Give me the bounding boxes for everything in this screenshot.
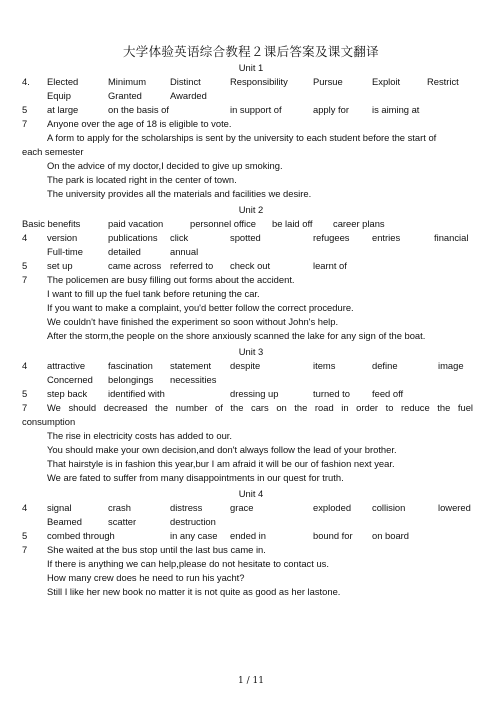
- item-number: 7: [22, 274, 28, 285]
- answer-word: refugees: [313, 232, 350, 243]
- answer-word: despite: [230, 360, 261, 371]
- sentence-text: How many crew does he need to run his yacht?: [47, 572, 245, 583]
- answer-row: [0, 103, 502, 117]
- answer-word: bound for: [313, 530, 353, 541]
- answer-word: learnt of: [313, 260, 347, 271]
- item-number: 4: [22, 502, 28, 513]
- answer-word: Beamed: [47, 516, 82, 527]
- answer-word: identified with: [108, 388, 165, 399]
- answer-row: [0, 515, 502, 529]
- answer-word: paid vacation: [108, 218, 164, 229]
- item-number: 5: [22, 530, 28, 541]
- answer-word: Granted: [108, 90, 142, 101]
- answer-word: grace: [230, 502, 254, 513]
- sentence-text: If you want to make a complaint, you'd better follow the correct procedure.: [47, 302, 354, 313]
- answer-word: Concerned: [47, 374, 93, 385]
- sentence-text: The rise in electricity costs has added to our.: [47, 430, 232, 441]
- answer-word: statement: [170, 360, 212, 371]
- answer-word: items: [313, 360, 336, 371]
- unit-heading: Unit 1: [238, 62, 264, 73]
- sentence-line: [0, 117, 502, 131]
- answer-row: [0, 245, 502, 259]
- item-number: 7: [22, 118, 28, 129]
- sentence-text: The university provides all the materials and facilities we desire.: [47, 188, 312, 199]
- sentence-line: [0, 543, 502, 557]
- answer-word: scatter: [108, 516, 137, 527]
- answer-word: is aiming at: [372, 104, 420, 115]
- sentence-text: each semester: [22, 146, 84, 157]
- answer-word: came across: [108, 260, 162, 271]
- answer-word: Distinct: [170, 76, 201, 87]
- answer-word: on the basis of: [108, 104, 169, 115]
- sentence-text: We should decreased the number of the cars on the road in order to reduce the fuel: [47, 402, 473, 413]
- answer-word: spotted: [230, 232, 261, 243]
- answer-word: ended in: [230, 530, 266, 541]
- answer-word: define: [372, 360, 398, 371]
- answer-word: in any case: [170, 530, 218, 541]
- answer-word: check out: [230, 260, 271, 271]
- answer-word: Responsibility: [230, 76, 288, 87]
- answer-word: feed off: [372, 388, 404, 399]
- answer-word: apply for: [313, 104, 349, 115]
- sentence-line: [0, 273, 502, 287]
- answer-word: entries: [372, 232, 401, 243]
- answer-word: Pursue: [313, 76, 343, 87]
- sentence-text: On the advice of my doctor,I decided to give up smoking.: [47, 160, 283, 171]
- answer-word: Awarded: [170, 90, 207, 101]
- item-number: 4: [22, 360, 28, 371]
- answer-word: Full-time: [47, 246, 83, 257]
- unit-heading: Unit 2: [238, 204, 264, 215]
- sentence-text: She waited at the bus stop until the last bus came in.: [47, 544, 266, 555]
- item-number: 4: [22, 232, 28, 243]
- sentence-line: [0, 401, 502, 415]
- answer-row: [0, 529, 502, 543]
- item-number: 5: [22, 260, 28, 271]
- page-number: 1 / 11: [238, 676, 264, 686]
- answer-word: Equip: [47, 90, 71, 101]
- answer-word: financial: [434, 232, 469, 243]
- answer-word: career plans: [333, 218, 385, 229]
- sentence-text: The policemen are busy filling out forms about the accident.: [47, 274, 295, 285]
- answer-word: personnel office: [190, 218, 257, 229]
- unit-heading: Unit 3: [238, 346, 264, 357]
- answer-word: in support of: [230, 104, 282, 115]
- sentence-text: If there is anything we can help,please do not hesitate to contact us.: [47, 558, 329, 569]
- answer-row: [0, 387, 502, 401]
- answer-word: necessities: [170, 374, 217, 385]
- answer-word: Minimum: [108, 76, 147, 87]
- answer-word: turned to: [313, 388, 351, 399]
- answer-word: version: [47, 232, 78, 243]
- answer-row: [0, 75, 502, 89]
- answer-word: publications: [108, 232, 158, 243]
- document-title: 大学体验英语综合教程２课后答案及课文翻译: [122, 44, 379, 59]
- answer-row: [0, 359, 502, 373]
- answer-word: dressing up: [230, 388, 279, 399]
- answer-word: detailed: [108, 246, 141, 257]
- answer-word: signal: [47, 502, 72, 513]
- sentence-text: The park is located right in the center of town.: [47, 174, 237, 185]
- sentence-text: Still I like her new book no matter it is not quite as good as her lastone.: [47, 586, 341, 597]
- answer-word: Elected: [47, 76, 79, 87]
- answer-row: [0, 217, 502, 231]
- item-number: 7: [22, 402, 28, 413]
- answer-word: crash: [108, 502, 131, 513]
- sentence-text: That hairstyle is in fashion this year,bur I am afraid it will be our of fashion next year.: [47, 458, 395, 469]
- answer-word: step back: [47, 388, 88, 399]
- answer-word: click: [170, 232, 189, 243]
- answer-row: [0, 259, 502, 273]
- sentence-text: You should make your own decision,and don't always follow the lead of your brother.: [47, 444, 397, 455]
- answer-row: [0, 89, 502, 103]
- sentence-text: I want to fill up the fuel tank before retuning the car.: [47, 288, 260, 299]
- unit-heading: Unit 4: [238, 488, 264, 499]
- sentence-text: We couldn't have finished the experiment so soon without John's help.: [47, 316, 339, 327]
- sentence-text: consumption: [22, 416, 76, 427]
- sentence-text: A form to apply for the scholarships is sent by the university to each student before the start of: [47, 132, 437, 143]
- answer-word: destruction: [170, 516, 216, 527]
- answer-word: on board: [372, 530, 410, 541]
- answer-word: collision: [372, 502, 406, 513]
- item-number: 4.: [22, 76, 30, 87]
- answer-word: fascination: [108, 360, 153, 371]
- answer-row: [0, 373, 502, 387]
- answer-word: belongings: [108, 374, 154, 385]
- answer-word: image: [438, 360, 464, 371]
- answer-word: be laid off: [272, 218, 313, 229]
- answer-word: referred to: [170, 260, 214, 271]
- answer-word: lowered: [438, 502, 471, 513]
- answer-word: distress: [170, 502, 203, 513]
- sentence-text: After the storm,the people on the shore anxiously scanned the lake for any sign of the boat.: [47, 330, 426, 341]
- answer-word: attractive: [47, 360, 86, 371]
- answer-word: set up: [47, 260, 73, 271]
- answer-word: Basic benefits: [22, 218, 81, 229]
- answer-row: [0, 231, 502, 245]
- sentence-text: We are fated to suffer from many disappointments in our quest for truth.: [47, 472, 344, 483]
- answer-word: annual: [170, 246, 199, 257]
- answer-word: exploded: [313, 502, 352, 513]
- answer-row: [0, 501, 502, 515]
- answer-word: combed through: [47, 530, 115, 541]
- sentence-text: Anyone over the age of 18 is eligible to vote.: [47, 118, 232, 129]
- item-number: 5: [22, 388, 28, 399]
- item-number: 7: [22, 544, 28, 555]
- item-number: 5: [22, 104, 28, 115]
- answer-word: Restrict: [427, 76, 459, 87]
- answer-word: at large: [47, 104, 79, 115]
- answer-word: Exploit: [372, 76, 401, 87]
